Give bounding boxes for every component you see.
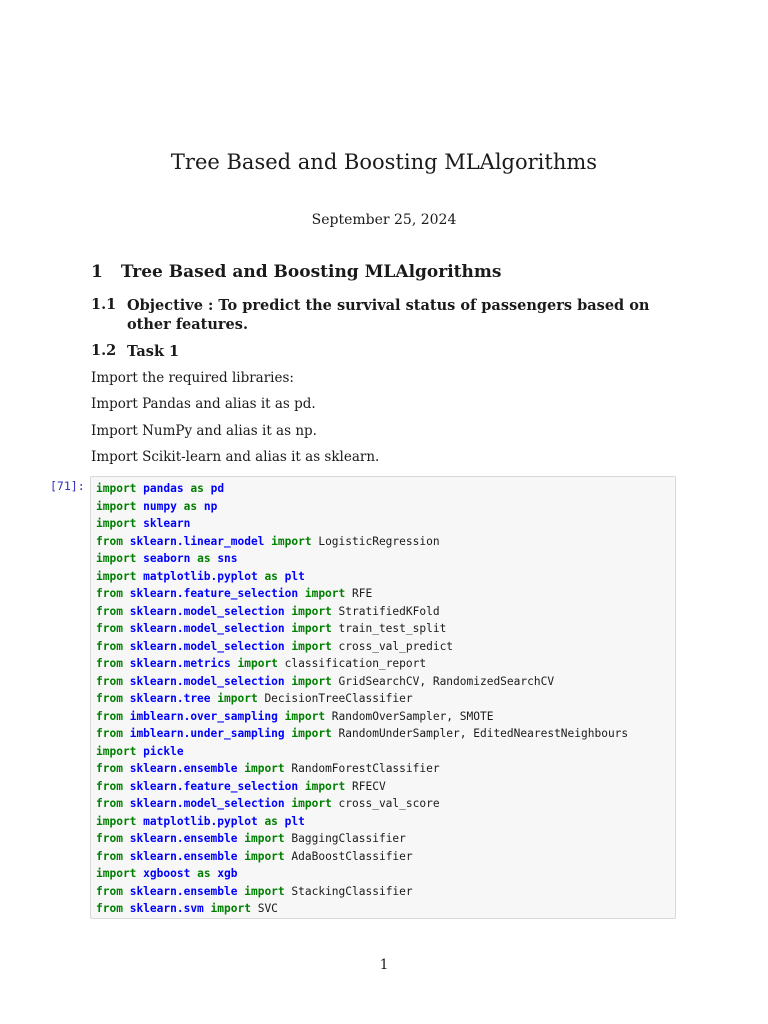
code-keyword: from	[96, 639, 123, 653]
code-keyword: from	[96, 657, 123, 670]
code-module: sklearn.feature_selection	[129, 779, 299, 793]
paragraph: Import Scikit-learn and alias it as sklearn.	[91, 449, 380, 465]
code-text	[123, 832, 130, 845]
code-keyword: as	[197, 867, 211, 880]
code-keyword: import	[96, 814, 137, 828]
code-module: sklearn	[143, 517, 191, 530]
code-module: sklearn.model_selection	[129, 639, 285, 653]
code-module: numpy	[143, 499, 177, 513]
code-module: imblearn.under_sampling	[129, 727, 285, 740]
code-keyword: import	[271, 534, 312, 548]
code-keyword: import	[96, 552, 137, 565]
code-keyword: from	[96, 587, 123, 600]
code-text: StackingClassifier	[284, 884, 413, 898]
code-keyword: from	[96, 849, 123, 863]
code-keyword: import	[244, 849, 285, 863]
code-keyword: as	[264, 569, 278, 583]
code-text: SVC	[250, 902, 278, 915]
code-keyword: as	[190, 482, 204, 495]
code-keyword: import	[304, 587, 346, 600]
code-keyword: from	[96, 832, 123, 845]
code-keyword: import	[291, 727, 332, 740]
code-line	[96, 638, 675, 656]
code-line	[96, 848, 675, 866]
code-line	[96, 830, 675, 848]
code-keyword: from	[96, 797, 123, 810]
code-text	[204, 482, 211, 495]
paragraph: Import Pandas and alias it as pd.	[91, 396, 316, 412]
code-line	[96, 865, 675, 883]
page-number: 1	[379, 957, 389, 973]
code-text: LogisticRegression	[311, 534, 440, 548]
code-text	[123, 657, 130, 670]
code-keyword: import	[244, 884, 285, 898]
code-module: pandas	[143, 482, 184, 495]
code-keyword: from	[96, 692, 123, 705]
code-keyword: import	[96, 867, 137, 880]
code-text	[298, 780, 305, 793]
code-keyword: import	[284, 709, 326, 723]
code-module: matplotlib.pyplot	[143, 569, 258, 583]
code-module: seaborn	[143, 552, 191, 565]
code-keyword: import	[210, 902, 251, 915]
code-module: sklearn.feature_selection	[129, 587, 299, 600]
code-keyword: from	[96, 779, 123, 793]
code-keyword: import	[291, 797, 332, 810]
code-keyword: from	[96, 604, 123, 618]
code-text: RFE	[345, 587, 373, 600]
code-text	[177, 500, 184, 513]
code-module: matplotlib.pyplot	[143, 814, 258, 828]
code-module: sklearn.ensemble	[129, 849, 238, 863]
code-line	[96, 655, 675, 673]
code-module: imblearn.over_sampling	[129, 709, 278, 723]
code-keyword: import	[291, 639, 332, 653]
code-line	[96, 585, 675, 603]
code-text	[123, 850, 130, 863]
code-text: DecisionTreeClassifier	[257, 692, 413, 705]
code-cell[interactable]	[90, 476, 676, 919]
code-text: classification_report	[277, 657, 427, 670]
code-keyword: import	[96, 569, 137, 583]
code-text: RandomUnderSampler, EditedNearestNeighbours	[331, 727, 629, 740]
code-text	[123, 710, 130, 723]
code-keyword: import	[237, 657, 278, 670]
code-line	[96, 620, 675, 638]
code-text	[123, 675, 130, 688]
document-date: September 25, 2024	[311, 212, 457, 228]
code-line	[96, 533, 675, 551]
code-line	[96, 515, 675, 533]
code-line	[96, 883, 675, 901]
code-module: sklearn.model_selection	[129, 604, 285, 618]
code-keyword: import	[217, 692, 258, 705]
code-module: sklearn.ensemble	[129, 762, 238, 775]
code-text: GridSearchCV, RandomizedSearchCV	[331, 674, 555, 688]
code-module: sns	[217, 552, 238, 565]
code-keyword: import	[304, 779, 346, 793]
paragraph: Import the required libraries:	[91, 370, 294, 386]
code-text: RandomOverSampler, SMOTE	[325, 709, 494, 723]
code-text	[123, 885, 130, 898]
code-text	[123, 605, 130, 618]
code-keyword: import	[291, 622, 332, 635]
document-title: Tree Based and Boosting MLAlgorithms	[170, 150, 598, 174]
code-text	[197, 500, 204, 513]
section-number: 1	[91, 262, 103, 282]
code-line	[96, 725, 675, 743]
code-line	[96, 760, 675, 778]
code-keyword: import	[96, 744, 137, 758]
code-keyword: as	[264, 814, 278, 828]
cell-execution-prompt: [71]:	[50, 479, 85, 493]
code-keyword: from	[96, 884, 123, 898]
section-heading-1	[91, 262, 501, 282]
subsection-heading-objective	[91, 296, 681, 334]
subsection-title: Objective : To predict the survival status of passengers based on other features.	[127, 297, 650, 333]
subsection-number: 1.1	[91, 296, 117, 313]
code-module: sklearn.ensemble	[129, 832, 238, 845]
code-line	[96, 498, 675, 516]
code-line	[96, 708, 675, 726]
code-keyword: import	[96, 517, 137, 530]
code-keyword: import	[96, 499, 137, 513]
code-text	[278, 815, 285, 828]
code-keyword: as	[183, 499, 198, 513]
code-line	[96, 550, 675, 568]
code-module: plt	[284, 814, 305, 828]
code-line	[96, 743, 675, 761]
code-text	[123, 535, 130, 548]
code-text	[298, 587, 305, 600]
code-text: cross_val_predict	[331, 639, 454, 653]
section-title: Tree Based and Boosting MLAlgorithms	[120, 262, 502, 282]
code-keyword: from	[96, 622, 123, 635]
code-text	[123, 727, 130, 740]
code-keyword: import	[291, 604, 332, 618]
code-keyword: from	[96, 709, 123, 723]
code-module: np	[203, 499, 218, 513]
code-keyword: from	[96, 727, 123, 740]
code-module: sklearn.tree	[129, 692, 211, 705]
code-module: sklearn.model_selection	[129, 622, 285, 635]
code-keyword: as	[197, 552, 211, 565]
code-module: xgb	[217, 867, 238, 880]
code-keyword: import	[244, 832, 285, 845]
code-keyword: import	[291, 674, 332, 688]
code-text	[123, 640, 130, 653]
code-text: RFECV	[345, 779, 386, 793]
paragraph: Import NumPy and alias it as np.	[91, 423, 317, 439]
code-text	[123, 902, 130, 915]
code-keyword: import	[244, 762, 285, 775]
code-text: train_test_split	[331, 622, 447, 635]
code-text	[278, 710, 285, 723]
code-line	[96, 568, 675, 586]
subsection-title: Task 1	[127, 343, 180, 360]
subsection-number: 1.2	[91, 342, 117, 359]
code-text	[123, 587, 130, 600]
code-module: sklearn.model_selection	[129, 797, 285, 810]
code-module: pd	[210, 482, 225, 495]
code-line	[96, 778, 675, 796]
code-module: pickle	[143, 744, 184, 758]
code-text	[123, 780, 130, 793]
code-line	[96, 795, 675, 813]
code-text	[123, 797, 130, 810]
code-module: sklearn.linear_model	[129, 534, 265, 548]
subsection-heading-task	[91, 342, 681, 361]
code-module: plt	[284, 569, 305, 583]
code-text: StratifiedKFold	[331, 604, 440, 618]
code-keyword: from	[96, 674, 123, 688]
code-keyword: from	[96, 902, 123, 915]
code-text	[278, 570, 285, 583]
code-module: sklearn.metrics	[129, 657, 231, 670]
code-text	[123, 762, 130, 775]
code-module: sklearn.model_selection	[129, 674, 285, 688]
code-line	[96, 690, 675, 708]
code-line	[96, 603, 675, 621]
code-line	[96, 673, 675, 691]
code-module: xgboost	[143, 867, 191, 880]
code-line	[96, 813, 675, 831]
code-text	[123, 622, 130, 635]
code-line	[96, 900, 675, 918]
code-text: BaggingClassifier	[284, 832, 406, 845]
code-text	[204, 902, 211, 915]
code-text	[123, 692, 130, 705]
code-text	[231, 657, 238, 670]
code-text: RandomForestClassifier	[284, 762, 440, 775]
code-module: sklearn.ensemble	[129, 884, 238, 898]
code-module: sklearn.svm	[129, 902, 204, 915]
code-text: cross_val_score	[331, 797, 440, 810]
code-keyword: from	[96, 762, 123, 775]
code-line	[96, 480, 675, 498]
code-text: AdaBoostClassifier	[284, 849, 413, 863]
code-keyword: from	[96, 534, 123, 548]
code-keyword: import	[96, 482, 137, 495]
